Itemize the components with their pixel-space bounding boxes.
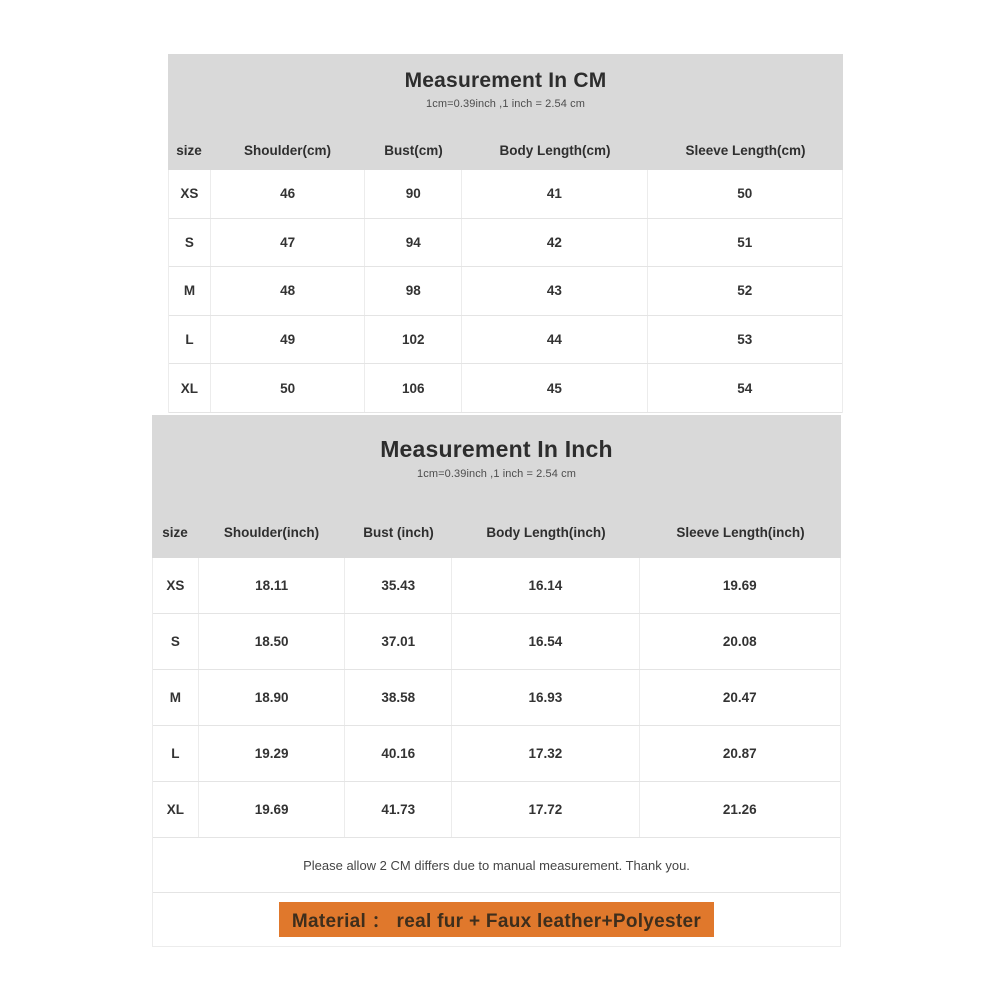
table-row	[153, 782, 840, 838]
table-cell: 40.16	[345, 726, 452, 781]
table-cell: 19.69	[199, 782, 346, 837]
table-cell: 19.69	[722, 578, 757, 593]
inch-rows	[153, 558, 840, 838]
table-cell: 90	[365, 170, 462, 218]
column-header: Sleeve Length(inch)	[676, 524, 805, 540]
size-label: M	[153, 670, 199, 725]
column-header: Shoulder(cm)	[243, 142, 331, 158]
table-row	[169, 170, 842, 219]
table-row	[153, 726, 840, 782]
cm-table-subtitle: 1cm=0.39inch ,1 inch = 2.54 cm	[426, 98, 585, 110]
table-cell: 42	[462, 219, 647, 267]
size-label: XL	[169, 364, 211, 412]
table-cell: 41	[462, 170, 647, 218]
table-cell: 50	[737, 186, 753, 202]
column-header: Bust (inch)	[363, 524, 434, 540]
table-cell: 49	[211, 316, 366, 364]
table-cell: 51	[737, 234, 753, 250]
table-cell: 44	[462, 316, 647, 364]
inch-table-body	[152, 558, 841, 947]
table-cell: 37.01	[345, 614, 452, 669]
table-cell: 45	[462, 364, 647, 412]
cm-column-header-row	[168, 130, 843, 170]
inch-table-title: Measurement In Inch	[380, 436, 613, 462]
size-label: S	[169, 219, 211, 267]
table-row	[169, 316, 842, 365]
column-header: size	[162, 524, 188, 540]
table-cell: 20.08	[722, 634, 757, 649]
table-row	[153, 614, 840, 670]
inch-table-subtitle: 1cm=0.39inch ,1 inch = 2.54 cm	[417, 468, 576, 480]
table-cell: 94	[365, 219, 462, 267]
table-cell: 18.90	[199, 670, 346, 725]
column-header: Bust(cm)	[384, 142, 443, 158]
cm-table	[168, 54, 843, 413]
table-row	[153, 670, 840, 726]
material-row	[153, 893, 840, 947]
inch-table-header	[152, 415, 841, 558]
table-cell: 50	[211, 364, 366, 412]
cm-table-title: Measurement In CM	[404, 69, 607, 92]
table-cell: 53	[737, 332, 753, 348]
table-cell: 16.14	[452, 558, 639, 613]
table-cell: 38.58	[345, 670, 452, 725]
size-label: L	[153, 726, 199, 781]
column-header: Sleeve Length(cm)	[685, 142, 806, 158]
cm-rows	[169, 170, 842, 413]
table-cell: 46	[211, 170, 366, 218]
table-cell: 43	[462, 267, 647, 315]
table-cell: 20.47	[722, 690, 757, 705]
table-cell: 21.26	[722, 802, 757, 817]
table-cell: 35.43	[345, 558, 452, 613]
table-cell: 47	[211, 219, 366, 267]
column-header: size	[176, 142, 202, 158]
cm-table-header	[168, 54, 843, 170]
table-cell: 19.29	[199, 726, 346, 781]
table-cell: 20.87	[722, 746, 757, 761]
size-label: XS	[153, 558, 199, 613]
size-label: S	[153, 614, 199, 669]
size-label: L	[169, 316, 211, 364]
table-cell: 48	[211, 267, 366, 315]
table-cell: 98	[365, 267, 462, 315]
table-cell: 102	[365, 316, 462, 364]
table-row	[169, 219, 842, 268]
table-cell: 18.11	[199, 558, 346, 613]
material-highlight: Material ： real fur + Faux leather+Polyester	[279, 902, 714, 937]
size-label: M	[169, 267, 211, 315]
measurement-note: Please allow 2 CM differs due to manual measurement. Thank you.	[153, 838, 840, 893]
column-header: Body Length(cm)	[499, 142, 611, 158]
table-row	[169, 364, 842, 413]
column-header: Body Length(inch)	[486, 524, 606, 540]
inch-column-header-row	[152, 506, 841, 558]
size-label: XS	[169, 170, 211, 218]
table-cell: 16.93	[452, 670, 639, 725]
table-cell: 17.72	[452, 782, 639, 837]
table-row	[153, 558, 840, 614]
table-cell: 17.32	[452, 726, 639, 781]
cm-table-body	[168, 170, 843, 413]
table-cell: 16.54	[452, 614, 639, 669]
inch-table	[152, 415, 841, 947]
table-cell: 52	[737, 283, 753, 299]
table-cell: 106	[365, 364, 462, 412]
table-cell: 41.73	[345, 782, 452, 837]
column-header: Shoulder(inch)	[223, 524, 320, 540]
table-cell: 54	[737, 380, 753, 396]
table-row	[169, 267, 842, 316]
table-cell: 18.50	[199, 614, 346, 669]
size-label: XL	[153, 782, 199, 837]
